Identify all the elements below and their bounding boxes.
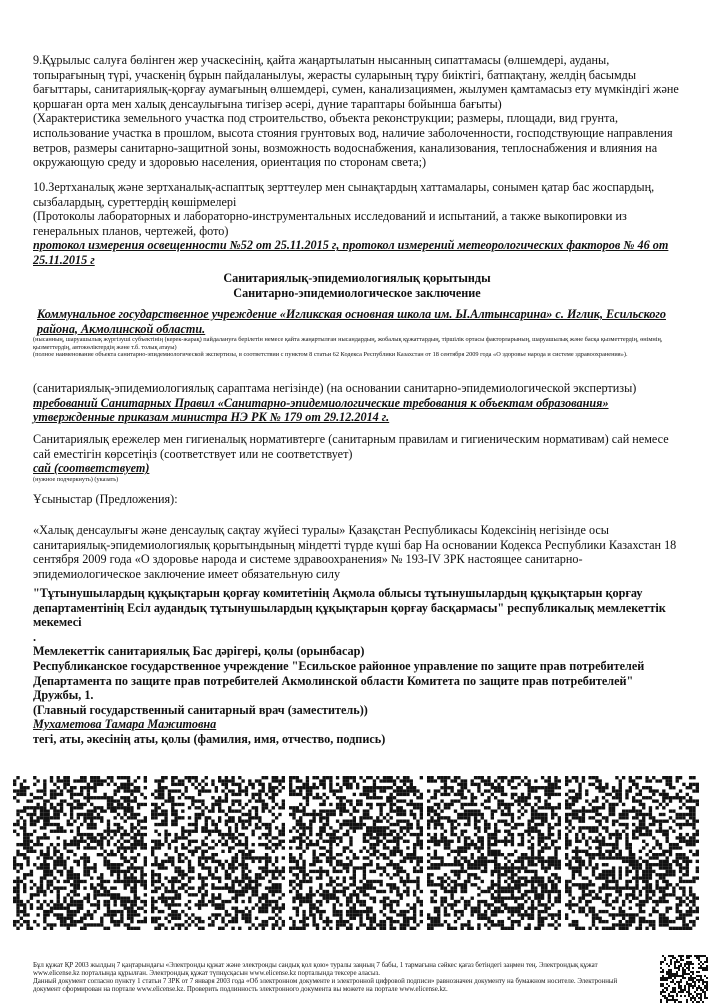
qr-code-3 <box>289 776 423 930</box>
signer-location: Дружбы, 1. <box>33 688 94 703</box>
title-ru: Санитарно-эпидемиологическое заключение <box>233 285 481 300</box>
compliance-block <box>33 432 681 483</box>
legal-text: «Халық денсаулығы және денсаулық сақтау жүйесі туралы» Қазақстан Республикасы Кодексінің негізінде осы санитариялық-эпидемиологиялық қорытындының міндетті түрде күші бар На основании Кодекса Республики Казахстан 18 сентября 2009 года «О здоровье народа и системе здравоохранения» № 193-IV ЗРК настоящее санитарно-эпидемиологическое заключение имеет обязательную силу <box>33 523 677 581</box>
legal-block <box>33 523 681 581</box>
section-10 <box>33 180 681 268</box>
basis-block <box>33 381 681 425</box>
footer-ru: Данный документ согласно пункту 1 статьи 7 ЗРК от 7 января 2003 года «Об электронном документе и электронной цифровой подписи» равнозначен документу на бумажном носителе. Электронный документ сформирован на портале www.elicense.kz. Проверить подлинность электронного документа вы можете на портале www.elicense.kz. <box>33 978 618 994</box>
object-name: Коммунальное государственное учреждение «Игликская основная школа им. Ы.Алтынсарина» с. Иглик, Есильского района, Акмолинской области. <box>37 307 667 336</box>
section-9 <box>33 53 681 170</box>
proposals-block <box>33 492 681 507</box>
section-10-ru: (Протоколы лабораторных и лабораторно-инструментальных исследований и испытаний, а также выкопировки из генеральных планов, чертежей, фото) <box>33 209 627 238</box>
basis-label: (санитариялық-эпидемиологиялық сараптама негізінде) (на основании санитарно-эпидемиологической экспертизы) <box>33 381 637 395</box>
compliance-hint: (нужное подчеркнуть) (указать) <box>33 475 119 483</box>
object-hint-ru: (полное наименование объекта санитарно-эпидемиологической экспертизы, в соответствии с пунктом 8 статьи 62 Кодекса Республики Казахстан от 18 сентября 2009 года «О здоровье народа и системе здравоохранения»). <box>33 351 628 359</box>
footer-kz: Бұл құжат ҚР 2003 жылдың 7 қаңтарындағы «Электронды құжат және электронды сандық қол қою» туралы заңның 7 бабы, 1 тармағына сәйкес қағаз бетіндегі заңмен тең. Электрондық құжат www.elicense.kz порталында құрылған. Электрондық құжат түпнұсқасын www.elicense.kz порталында тексере аласыз. <box>33 962 598 978</box>
qr-code-4 <box>427 776 561 930</box>
section-9-ru: (Характеристика земельного участка под строительство, объекта реконструкции; размеры, площади, вид грунта, использование участка в прошлом, высота стояния грунтовых вод, наличие заболоченности, господствующие направления ветров, размеры санитарно-защитной зоны, возможность водоснабжения, канализования, теплоснабжения и влияния на окружающую среду и здоровью населения, ориентация по сторонам света;) <box>33 111 673 170</box>
authority-ru: Республиканское государственное учреждение "Есильское районное управление по защите прав потребителей Департамента по защите прав потребителей Акмолинской области Комитета по защите прав потребителей" <box>33 658 645 688</box>
compliance-label: Санитариялық ережелер мен гигиеналық нормативтерге (санитарным правилам и гигиеническим нормативам) сай немесе сай еместігін көрсетіңіз (соответствует или не соответствует) <box>33 432 669 461</box>
signer-caption: тегі, аты, әкесінің аты, қолы (фамилия, имя, отчество, подпись) <box>33 731 386 746</box>
authority-block <box>33 586 681 747</box>
title-kz: Санитариялық-эпидемиологиялық қорытынды <box>223 271 491 285</box>
protocol-reference: протокол измерения освещенности №52 от 25.11.2015 г, протокол измерений метеорологических факторов № 46 от 25.11.2015 г <box>33 238 669 267</box>
qr-code-2 <box>151 776 285 930</box>
authority-dot: . <box>33 629 37 644</box>
signer-name: Мухаметова Тамара Мажитовна <box>33 717 217 732</box>
section-9-kz: 9.Құрылыс салуға бөлінген жер учаскесінің, қайта жаңартылатын нысанның сипаттамасы (өлшемдері, ауданы, топырағының түрі, учаскенің бұрын пайдаланылуы, жерасты суларының тұру биіктігі, батпақтану, желдің басымды бағыттары, санитариялық-қорғау аумағының өлшемдері, сумен, канализациямен, жылумен қамтамасыз ету мүмкіндігі және қоршаған орта мен халық денсаулығына тигізер әсері, дүние тараптары бойынша бағыты) <box>33 53 679 111</box>
object-block <box>33 307 681 359</box>
section-10-kz: 10.Зертханалық және зертханалық-аспаптық зерттеулер мен сынақтардың хаттамалары, сонымен қатар бас жоспардың, сызбалардың, суреттердің көшірмелері <box>33 180 655 209</box>
footer-note <box>33 962 643 994</box>
qr-code-1 <box>13 776 147 930</box>
footer-qr-code <box>660 955 708 1003</box>
compliance-value: сай (соответствует) <box>33 461 150 476</box>
signer-title-kz: Мемлекеттік санитариялық Бас дәрігері, қолы (орынбасар) <box>33 644 365 659</box>
proposals-label: Ұсыныстар (Предложения): <box>33 492 178 506</box>
qr-code-strip <box>13 776 703 930</box>
qr-code-5 <box>565 776 699 930</box>
object-hint-kz: (нысанның, шаруашылық жүргізуші субъектінің (керек-жарақ) пайдалануға берілетін немесе қайта жаңартылған нысандардың, жобалық құжаттардың, тіршілік ортасы факторларының, шаруашылық және басқа қызметтердің, өнімнің, қызметтердің, автокөліктердің және т.б. толық атауы) <box>33 336 663 351</box>
conclusion-title <box>33 271 681 300</box>
authority-kz: "Тұтынушылардың құқықтарын қорғау комитетінің Ақмола облысы тұтынушылардың құқықтарын қорғау департаментінің Есіл аудандық тұтынушылардың құқықтарын қорғау басқармасы" республикалық мемлекеттік мекемесі <box>33 586 666 630</box>
signer-title-ru: (Главный государственный санитарный врач (заместитель)) <box>33 702 368 717</box>
basis-value: требований Санитарных Правил «Санитарно-эпидемиологические требования к объектам образования» утвержденные приказам министра НЭ РК № 179 от 29.12.2014 г. <box>33 395 609 425</box>
